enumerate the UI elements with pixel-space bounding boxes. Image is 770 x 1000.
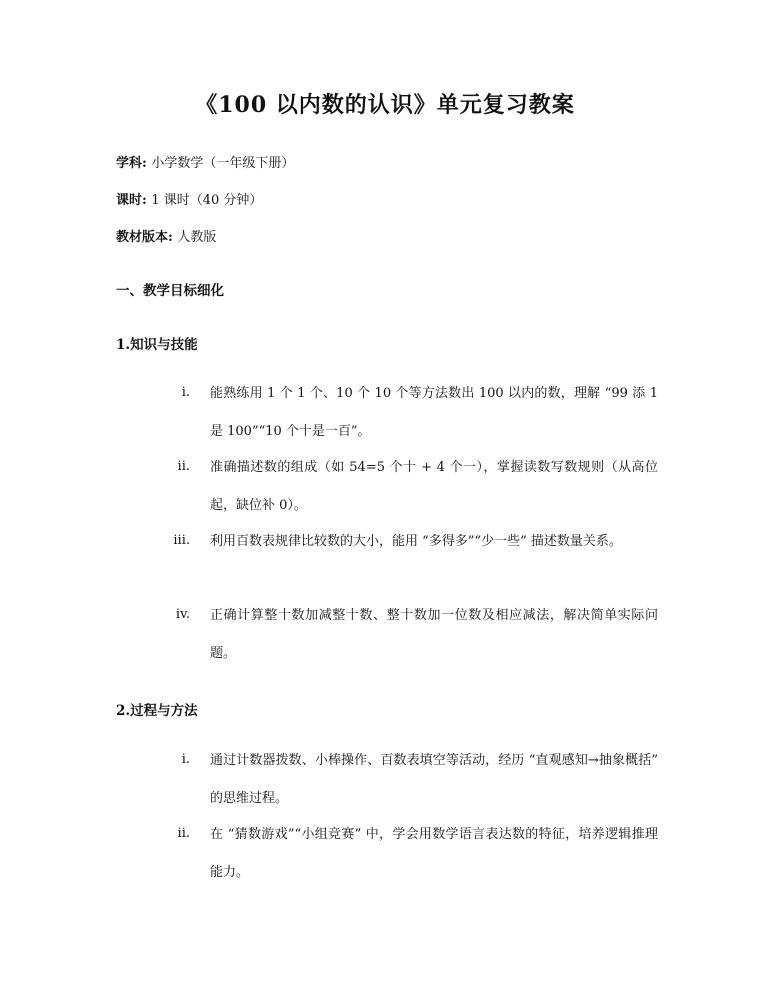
list-item-number: ii. [177,826,190,841]
meta-edition [116,226,216,245]
list-item-number: i. [181,385,190,400]
list-item-text: 准确描述数的组成（如 54=5 个十 + 4 个一），掌握读数写数规则（从高位起，缺位补 0）。 [210,460,658,513]
document-title: 《100 以内数的认识》单元复习教案 [195,92,575,118]
list-item-text: 通过计数器拨数、小棒操作、百数表填空等活动，经历 “直观感知→抽象概括” 的思维过程。 [210,753,658,806]
list-item-number: i. [181,752,190,767]
meta-value: 1 课时（40 分钟） [151,193,263,208]
meta-label: 课时 [116,193,143,208]
meta-value: 人教版 [177,230,217,245]
meta-subject [116,152,294,171]
list-item-text: 在 “猜数游戏”“小组竞赛” 中，学会用数学语言表达数的特征，培养逻辑推理能力。 [210,827,658,880]
list-item-number: ii. [177,459,190,474]
meta-label: 教材版本 [116,230,169,245]
list-item-text: 正确计算整十数加减整十数、整十数加一位数及相应减法，解决简单实际问题。 [210,608,658,661]
meta-duration [116,189,262,208]
list-item-text: 能熟练用 1 个 1 个、10 个 10 个等方法数出 100 以内的数，理解 “99 添 1 是 100”“10 个十是一百”。 [210,386,658,439]
subheading-knowledge-skills: 1.知识与技能 [116,337,198,353]
meta-separator: : [142,156,152,171]
section-heading-objectives: 一、教学目标细化 [116,283,224,299]
meta-separator: : [142,193,152,208]
list-item-text: 利用百数表规律比较数的大小，能用 “多得多”“少一些” 描述数量关系。 [210,534,622,549]
subheading-process-method: 2.过程与方法 [116,703,198,719]
list-item-number: iv. [175,607,190,622]
list-item-number: iii. [173,533,190,548]
meta-value: 小学数学（一年级下册） [151,156,295,171]
meta-separator: : [168,230,178,245]
meta-label: 学科 [116,156,143,171]
